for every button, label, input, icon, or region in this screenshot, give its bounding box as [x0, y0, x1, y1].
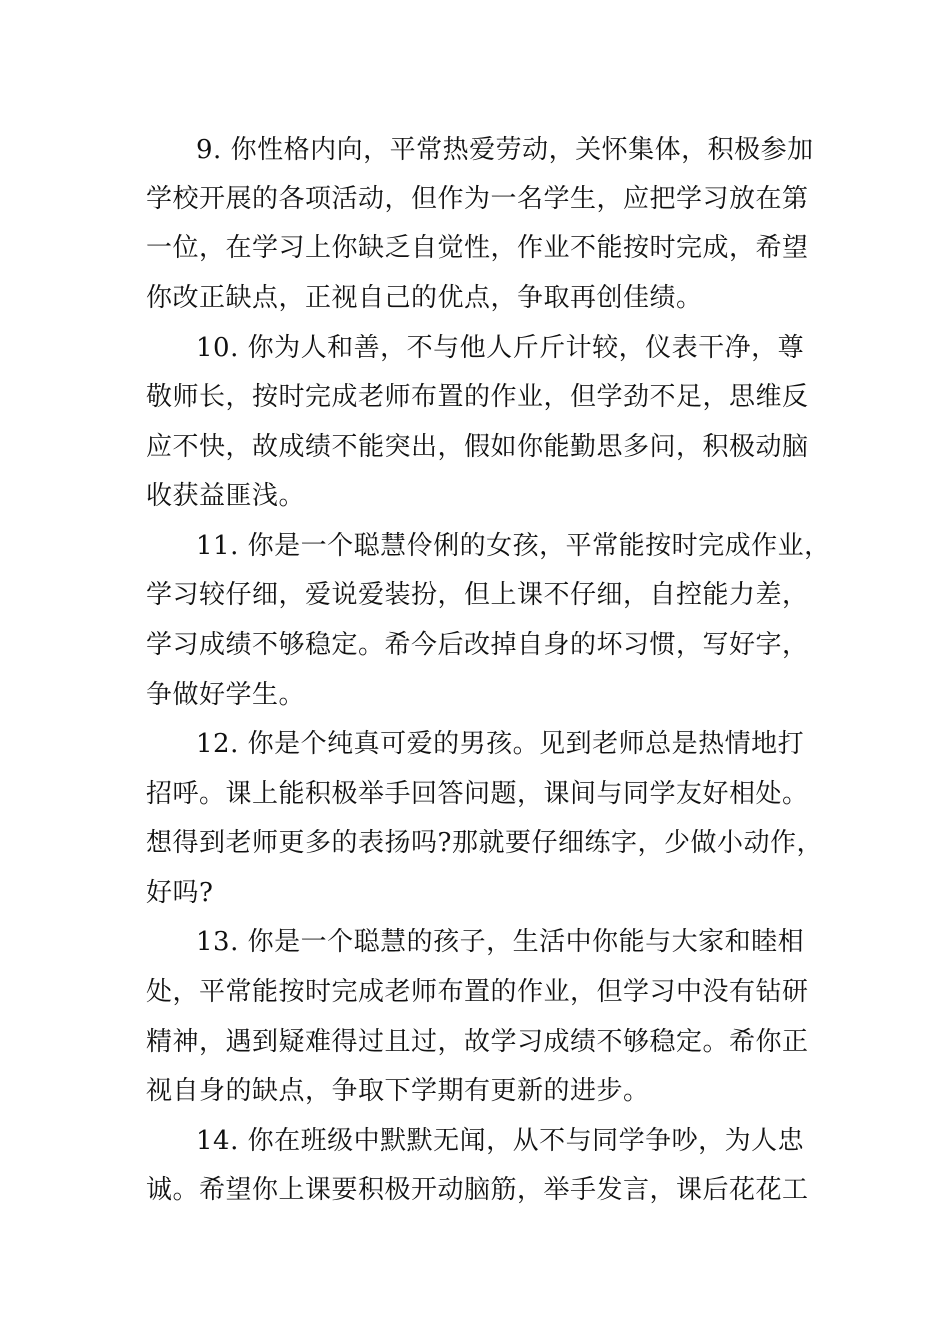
text-line: 精神，遇到疑难得过且过，故学习成绩不够稳定。希你正: [146, 1027, 809, 1057]
text-line: 视自身的缺点，争取下学期有更新的进步。: [146, 1076, 650, 1106]
text-line: 12. 你是个纯真可爱的男孩。见到老师总是热情地打: [196, 729, 805, 759]
text-line: 一位，在学习上你缺乏自觉性，作业不能按时完成，希望: [146, 233, 809, 263]
text-line: 14. 你在班级中默默无闻，从不与同学争吵，为人忠: [196, 1126, 805, 1156]
text-line: 处，平常能按时完成老师布置的作业，但学习中没有钻研: [146, 977, 809, 1007]
text-line: 敬师长，按时完成老师布置的作业，但学劲不足，思维反: [146, 382, 809, 412]
text-line: 9. 你性格内向，平常热爱劳动，关怀集体，积极参加: [196, 135, 814, 165]
text-line: 10. 你为人和善，不与他人斤斤计较，仪表干净，尊: [196, 333, 805, 363]
text-line: 收获益匪浅。: [146, 481, 306, 511]
text-line: 诚。希望你上课要积极开动脑筋，举手发言，课后花花工: [146, 1175, 809, 1205]
text-line: 应不快，故成绩不能突出，假如你能勤思多问，积极动脑: [146, 432, 809, 462]
text-line: 13. 你是一个聪慧的孩子，生活中你能与大家和睦相: [196, 927, 805, 957]
text-line: 争做好学生。: [146, 680, 306, 710]
text-line: 想得到老师更多的表扬吗?那就要仔细练字，少做小动作，: [146, 828, 823, 858]
text-line: 学习较仔细，爱说爱装扮，但上课不仔细，自控能力差，: [146, 580, 809, 610]
text-line: 学习成绩不够稳定。希今后改掉自身的坏习惯，写好字，: [146, 630, 809, 660]
text-line: 11. 你是一个聪慧伶俐的女孩，平常能按时完成作业，: [196, 531, 831, 561]
text-line: 学校开展的各项活动，但作为一名学生，应把学习放在第: [146, 184, 809, 214]
text-line: 你改正缺点，正视自己的优点，争取再创佳绩。: [146, 283, 703, 313]
text-line: 招呼。课上能积极举手回答问题，课间与同学友好相处。: [146, 779, 809, 809]
text-line: 好吗?: [146, 878, 214, 908]
